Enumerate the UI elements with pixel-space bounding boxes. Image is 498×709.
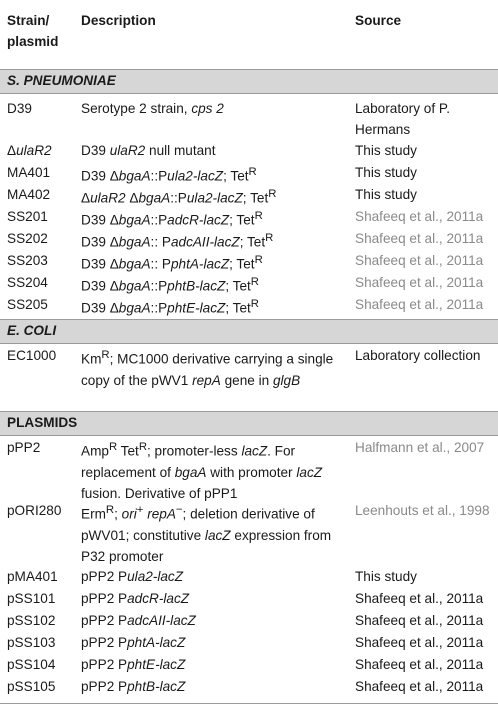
row-description: D39 ΔbgaA::Pula2-lacZ; Tet$^R$ [81, 166, 257, 184]
row-description: pPP2 PphtB-lacZ [81, 679, 186, 694]
row-source: Shafeeq et al., 2011a [355, 297, 484, 312]
row-name: D39 [7, 101, 32, 116]
row-source: This study [355, 187, 417, 202]
row-description: ΔulaR2 ΔbgaA::Pula2-lacZ; Tet$^R$ [81, 188, 277, 206]
section-s-pneumoniae [0, 69, 498, 94]
row-description: pPP2 PphtA-lacZ [81, 635, 186, 650]
row-name: pSS101 [7, 591, 56, 606]
row-name: pSS104 [7, 657, 56, 672]
row-name: SS202 [7, 231, 48, 246]
row-source: Shafeeq et al., 2011a [355, 231, 484, 246]
section-e-coli [0, 319, 498, 344]
row-name: SS205 [7, 297, 48, 312]
row-source: Shafeeq et al., 2011a [355, 679, 484, 694]
row-description: D39 ΔbgaA:: PadcAII-lacZ; Tet$^R$ [81, 232, 274, 250]
header-description: Description [81, 13, 156, 28]
row-source: Shafeeq et al., 2011a [355, 209, 484, 224]
header-strain-plasmid [7, 10, 58, 52]
section-title: E. COLI [7, 323, 57, 338]
row-description: pPP2 PadcR-lacZ [81, 591, 190, 606]
row-description: Serotype 2 strain, cps 2 [81, 101, 224, 116]
row-source: Halfmann et al., 2007 [355, 440, 485, 455]
row-name: pPP2 [7, 440, 41, 455]
header-col1-line1: Strain/ [7, 13, 50, 28]
section-title: S. PNEUMONIAE [7, 73, 116, 88]
row-name: ΔulaR2 [7, 143, 52, 158]
row-description: pPP2 PadcAII-lacZ [81, 613, 196, 628]
header-col1-line2: plasmid [7, 34, 59, 49]
row-source: Leenhouts et al., 1998 [355, 503, 490, 518]
row-name: MA402 [7, 187, 51, 202]
table-bottom-rule [0, 703, 498, 704]
row-source: Shafeeq et al., 2011a [355, 591, 484, 606]
row-source: Shafeeq et al., 2011a [355, 275, 484, 290]
section-title: PLASMIDS [7, 415, 78, 430]
row-name: pSS105 [7, 679, 56, 694]
row-name: SS204 [7, 275, 48, 290]
row-description: D39 ΔbgaA::PphtB-lacZ; Tet$^R$ [81, 276, 259, 294]
row-name: SS201 [7, 209, 48, 224]
row-source: Laboratory of P. Hermans [355, 101, 450, 137]
row-source: This study [355, 569, 417, 584]
header-source: Source [355, 13, 402, 28]
row-description: pPP2 PphtE-lacZ [81, 657, 186, 672]
row-description: D39 ulaR2 null mutant [81, 143, 216, 158]
row-source: Shafeeq et al., 2011a [355, 657, 484, 672]
row-description: $Km^R$; MC1000 derivative carrying a single copy of the pWV1 repA gene in glgB [81, 349, 334, 388]
row-source: Shafeeq et al., 2011a [355, 253, 484, 268]
row-name: SS203 [7, 253, 48, 268]
row-description: pPP2 Pula2-lacZ [81, 569, 184, 584]
row-description: Erm$^R$; ori+ repA−; deletion derivative of pWV01; constitutive lacZ expression from P32 promoter [81, 504, 332, 564]
row-source: Shafeeq et al., 2011a [355, 635, 484, 650]
row-source: This study [355, 165, 417, 180]
row-description: Amp$^R$ Tet$^R$; promoter-less lacZ. For replacement of bgaA with promoter lacZ fusion. Derivative of pPP1 [81, 441, 323, 501]
row-name: pORI280 [7, 503, 62, 518]
row-name: MA401 [7, 165, 51, 180]
row-name: pSS102 [7, 613, 56, 628]
row-description: D39 ΔbgaA::PphtE-lacZ; Tet$^R$ [81, 298, 259, 316]
row-description: D39 ΔbgaA::PadcR-lacZ; Tet$^R$ [81, 210, 263, 228]
row-source: Laboratory collection [355, 348, 481, 363]
row-name: pMA401 [7, 569, 58, 584]
row-description: D39 ΔbgaA:: PphtA-lacZ; Tet$^R$ [81, 254, 263, 272]
row-name: EC1000 [7, 348, 57, 363]
row-source: This study [355, 143, 417, 158]
row-source: Shafeeq et al., 2011a [355, 613, 484, 628]
table-header [0, 0, 498, 69]
row-name: pSS103 [7, 635, 56, 650]
section-plasmids [0, 411, 498, 436]
